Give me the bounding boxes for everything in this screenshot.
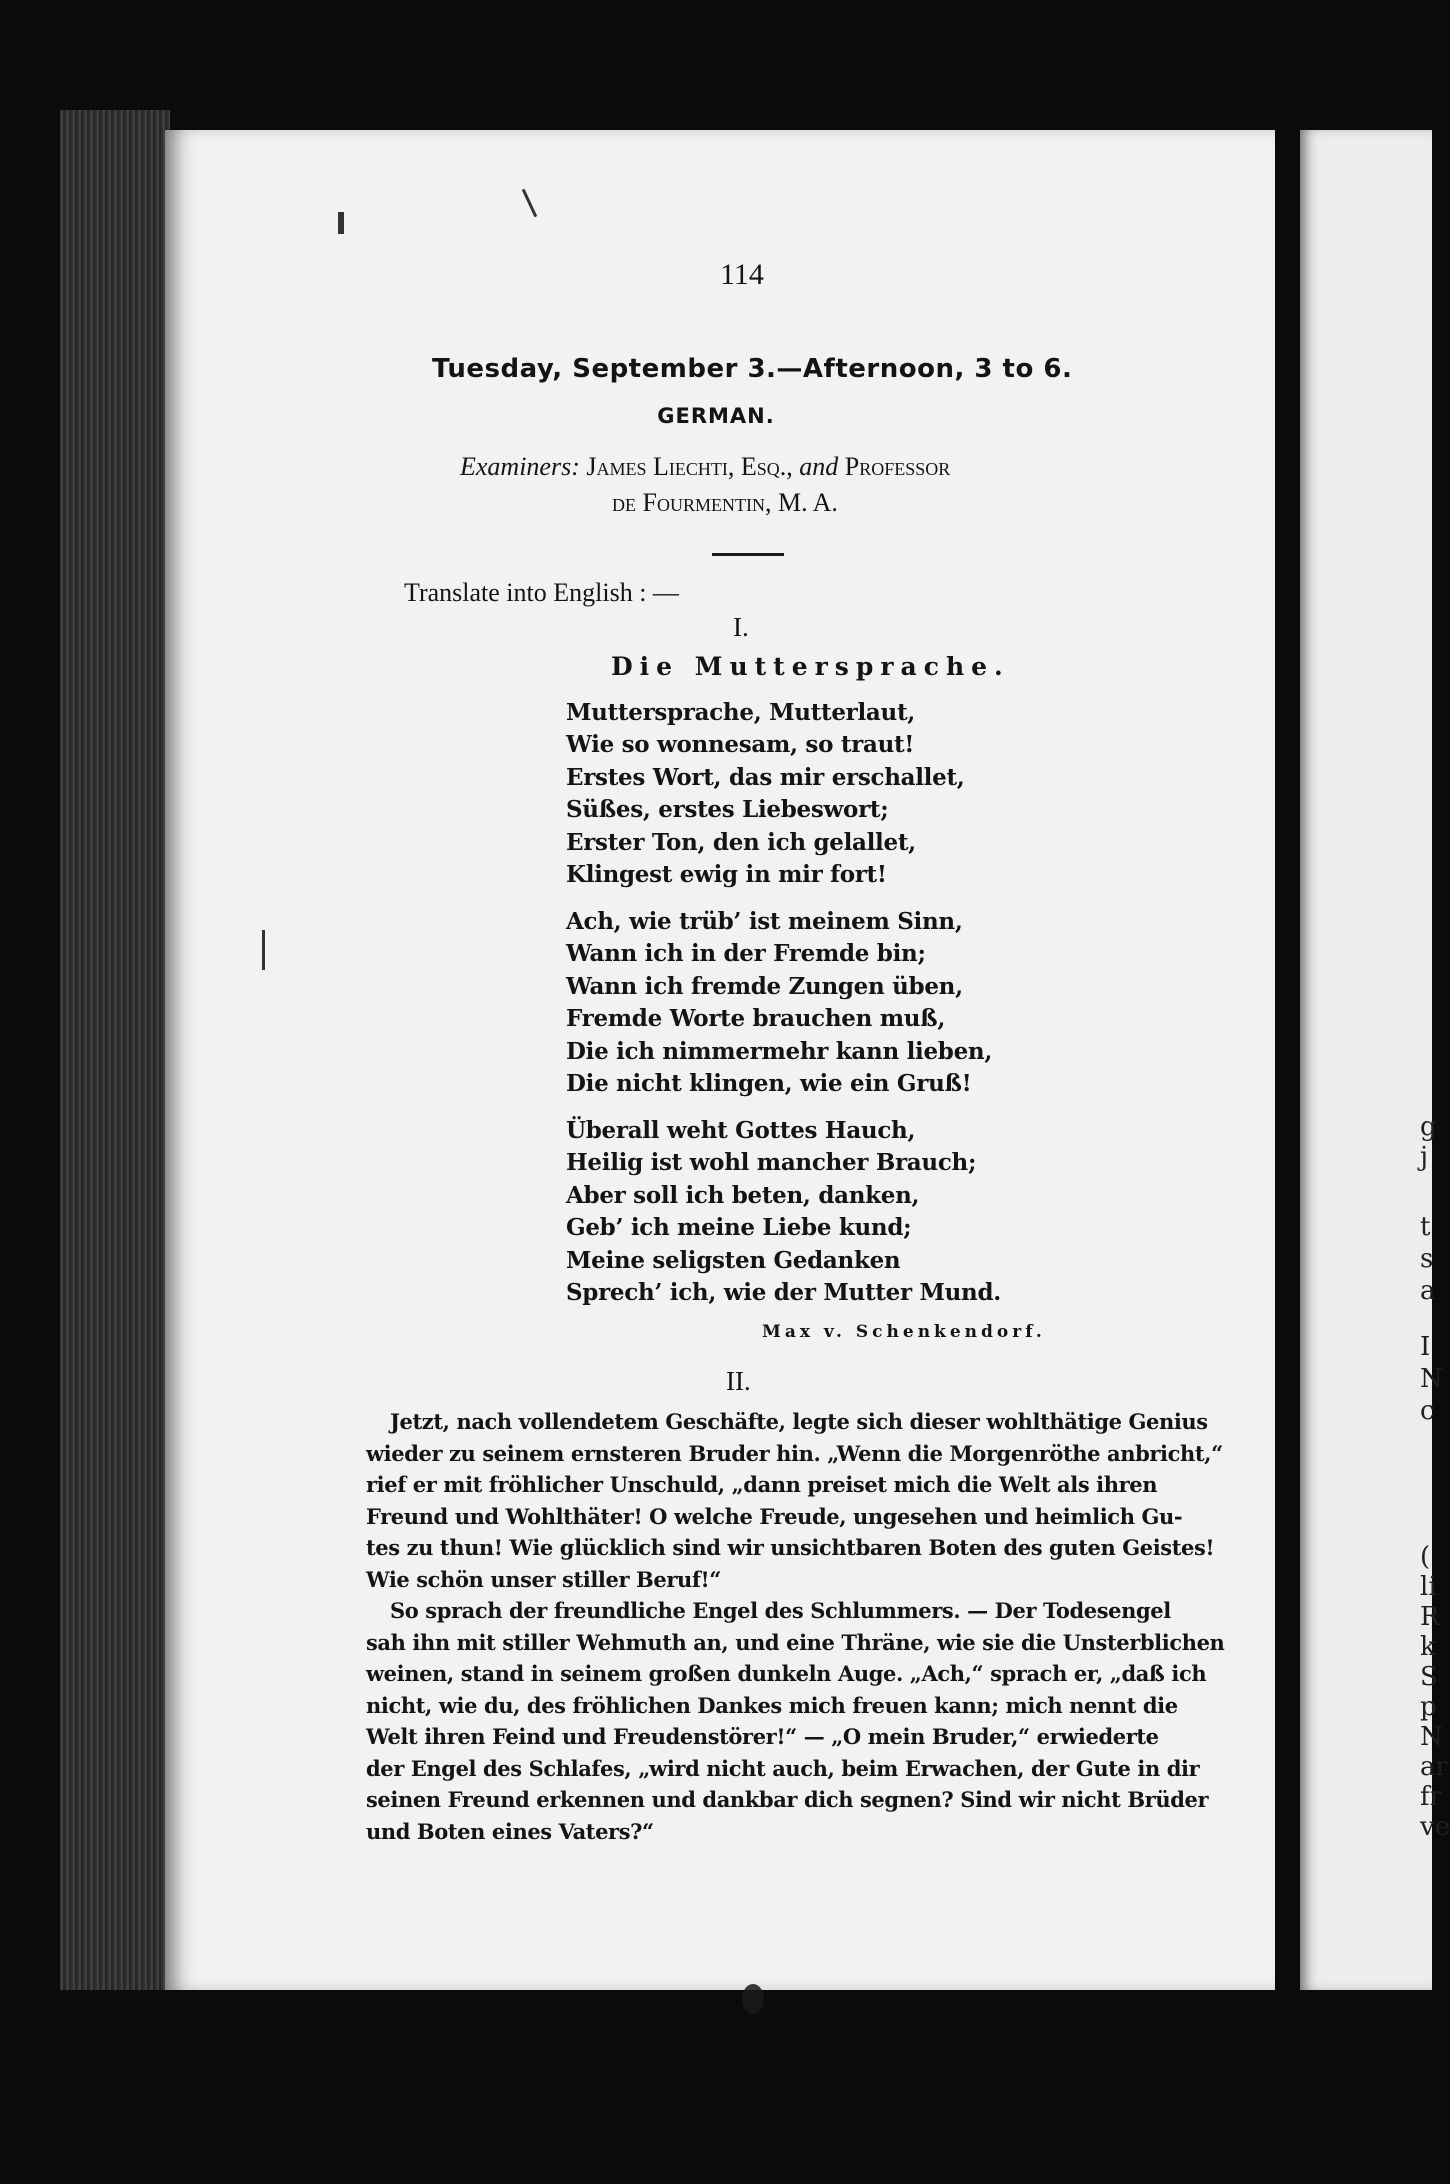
next-page-fragment: fr (1420, 1782, 1443, 1812)
prose-line: So sprach der freundliche Engel des Schlummers. — Der Todesengel (390, 1598, 1171, 1623)
poem-line: Die ich nimmermehr kann lieben, (566, 1037, 993, 1065)
prose-line: Wie schön unser stiller Beruf!“ (366, 1566, 721, 1592)
prose-line: sah ihn mit stiller Wehmuth an, und eine Thräne, wie sie die Unsterblichen (366, 1629, 1225, 1655)
next-page-fragment: R (1420, 1602, 1440, 1632)
prose-line: seinen Freund erkennen und dankbar dich segnen? Sind wir nicht Brüder (366, 1787, 1209, 1812)
next-page-fragment: ( (1420, 1542, 1431, 1572)
prose-line: Freund und Wohlthäter! O welche Freude, ungesehen und heimlich Gu- (366, 1503, 1183, 1529)
poem-stanza-2 (566, 906, 992, 1100)
prose-line: wieder zu seinem ernsteren Bruder hin. „Wenn die Morgenröthe anbricht,“ (366, 1440, 1223, 1466)
prose-line: Welt ihren Feind und Freudenstörer!“ — „O mein Bruder,“ erwiederte (366, 1724, 1159, 1749)
poem-line: Wie so wonnesam, so traut! (566, 731, 915, 759)
poem-line: Fremde Worte brauchen muß, (566, 1005, 946, 1033)
examiner-name-2: de Fourmentin, M. A. (612, 488, 838, 517)
prose-line: tes zu thun! Wie glücklich sind wir unsichtbaren Boten des guten Geistes! (366, 1535, 1215, 1560)
examiner-title-2: Professor (844, 452, 951, 481)
divider-rule (712, 553, 784, 556)
poem-line: Ach, wie trüb’ ist meinem Sinn, (566, 908, 963, 935)
poem-line: Sprech’ ich, wie der Mutter Mund. (566, 1278, 1001, 1306)
poem-line: Die nicht klingen, wie ein Gruß! (566, 1069, 972, 1097)
prose-line: nicht, wie du, des fröhlichen Dankes mich freuen kann; mich nennt die (366, 1692, 1178, 1718)
poem-line: Überall weht Gottes Hauch, (566, 1117, 916, 1144)
poem-stanza-1 (566, 697, 964, 891)
poem-line: Geb’ ich meine Liebe kund; (566, 1214, 912, 1242)
next-page-fragment: j (1420, 1142, 1429, 1172)
poem-line: Erstes Wort, das mir erschallet, (566, 763, 965, 791)
page-number: 114 (720, 258, 764, 291)
next-page-fragment: g (1420, 1112, 1437, 1142)
poem-line: Wann ich in der Fremde bin; (566, 940, 926, 968)
prose-line: und Boten eines Vaters?“ (366, 1818, 654, 1844)
next-page-fragment: ve (1420, 1812, 1450, 1842)
exam-heading: Tuesday, September 3.—Afternoon, 3 to 6. (432, 354, 1073, 384)
prose-line: rief er mit fröhlicher Unschuld, „dann preiset mich die Welt als ihren (366, 1472, 1158, 1497)
next-page-fragment: li (1420, 1572, 1437, 1602)
next-page-fragment: N (1420, 1722, 1443, 1752)
page-stack-edge (60, 110, 170, 1990)
prose-line: weinen, stand in seinem großen dunkeln Auge. „Ach,“ sprach er, „daß ich (366, 1661, 1207, 1686)
prose-line: Jetzt, nach vollendetem Geschäfte, legte sich dieser wohlthätige Genius (390, 1409, 1208, 1434)
scan-speck (262, 930, 265, 970)
scan-speck (338, 212, 344, 234)
poem-line: Heilig ist wohl mancher Brauch; (566, 1149, 977, 1177)
examiners-conjunction: and (799, 452, 839, 481)
poem-line: Wann ich fremde Zungen üben, (566, 972, 963, 1000)
next-page-fragment: S (1420, 1662, 1438, 1692)
section-number-2: II. (726, 1366, 751, 1396)
next-page-fragment: c (1420, 1396, 1435, 1426)
instruction: Translate into English : — (404, 578, 679, 607)
examiners-line (460, 450, 950, 484)
next-page-fragment: p (1420, 1692, 1437, 1722)
section-number-1: I. (733, 612, 749, 642)
subject-title: GERMAN. (657, 404, 775, 428)
prose-line: der Engel des Schlafes, „wird nicht auch, beim Erwachen, der Gute in dir (366, 1755, 1200, 1781)
next-page-fragment: ar (1420, 1752, 1448, 1782)
next-page-fragment: k (1420, 1632, 1436, 1662)
poem-stanza-3 (566, 1115, 1001, 1309)
poem-line: Erster Ton, den ich gelallet, (566, 828, 916, 856)
poem-line: Muttersprache, Mutterlaut, (566, 699, 915, 726)
ink-smudge (742, 1984, 764, 2014)
examiner-name-1: James Liechti, Esq., (586, 452, 793, 481)
poem-line: Meine seligsten Gedanken (566, 1246, 901, 1274)
next-page-fragment: a (1420, 1276, 1436, 1306)
next-page-fragment: s (1420, 1244, 1434, 1274)
poem-author: Max v. Schenkendorf. (762, 1322, 1046, 1342)
poem-line: Klingest ewig in mir fort! (566, 860, 887, 888)
poem-title: Die Muttersprache. (611, 652, 1010, 681)
poem-line: Aber soll ich beten, danken, (566, 1181, 920, 1209)
examiners-label: Examiners: (460, 452, 580, 481)
prose-passage (366, 1406, 1225, 1847)
poem-line: Süßes, erstes Liebeswort; (566, 796, 889, 824)
next-page-fragment: N (1420, 1364, 1443, 1394)
next-page-fragment: I (1420, 1332, 1431, 1362)
next-page-fragment: t (1420, 1212, 1431, 1242)
